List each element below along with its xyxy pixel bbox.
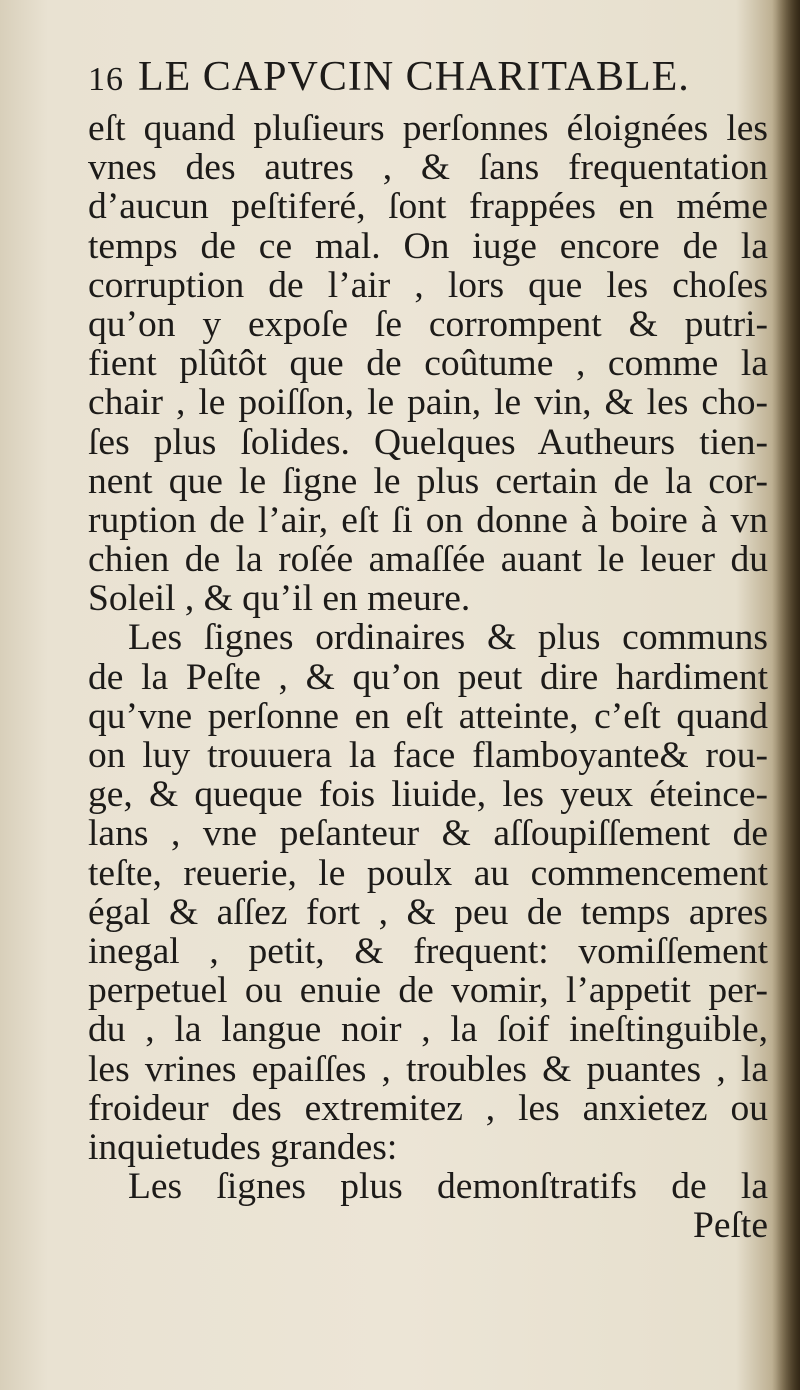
text-line: égal & aſſez fort , & peu de temps apres (88, 891, 768, 933)
text-line: de la Peſte , & qu’on peut dire hardiment (88, 656, 768, 698)
text-line: perpetuel ou enuie de vomir, l’appetit per- (88, 970, 768, 1012)
text-line: lans , vne peſanteur & aſſoupiſſement de (88, 813, 768, 855)
text-line: ge, & queque fois liuide, les yeux éteince- (88, 774, 768, 816)
text-line: qu’vne perſonne en eſt atteinte, c’eſt quand (88, 695, 768, 737)
text-line: inquietudes grandes: (88, 1126, 398, 1168)
text-line: d’aucun peſtiferé, ſont frappées en méme (88, 186, 768, 228)
catchword: Peſte (693, 1205, 768, 1247)
text-line: chien de la roſée amaſſée auant le leuer du (88, 539, 768, 581)
text-line: inegal , petit, & frequent: vomiſſement (88, 930, 768, 972)
text-line: chair , le poiſſon, le pain, le vin, & les cho- (88, 382, 768, 424)
page-number: 16 (88, 61, 124, 98)
text-line: teſte, reuerie, le poulx au commencement (88, 852, 768, 894)
text-line: qu’on y expoſe ſe corrompent & putri- (88, 303, 768, 345)
text-line: corruption de l’air , lors que les choſes (88, 264, 768, 306)
text-line: Soleil , & qu’il en meure. (88, 578, 471, 620)
paragraph (88, 618, 768, 1167)
page-text-block (88, 52, 768, 1245)
text-line: Les ſignes plus demonſtratifs de la (128, 1166, 768, 1208)
text-line: Les ſignes ordinaires & plus communs (128, 617, 768, 659)
text-line: les vrines epaiſſes , troubles & puantes , la (88, 1048, 768, 1090)
text-line: ruption de l’air, eſt ſi on donne à boire à vn (88, 499, 768, 541)
text-line: ſes plus ſolides. Quelques Autheurs tien- (88, 421, 768, 463)
text-line: vnes des autres , & ſans frequentation (88, 147, 768, 189)
paragraph (88, 109, 768, 618)
running-header (88, 52, 768, 105)
text-line: eſt quand pluſieurs perſonnes éloignées les (88, 108, 768, 149)
text-line: nent que le ſigne le plus certain de la cor- (88, 460, 768, 502)
page-gutter-shadow (772, 0, 800, 1390)
text-line: on luy trouuera la face flamboyante& rou- (88, 735, 768, 776)
text-line: du , la langue noir , la ſoif ineſtinguible, (88, 1009, 768, 1051)
running-title: LE CAPVCIN CHARITABLE. (138, 54, 690, 100)
text-line: fient plûtôt que de coûtume , comme la (88, 343, 768, 385)
text-line: temps de ce mal. On iuge encore de la (88, 225, 768, 267)
text-line: froideur des extremitez , les anxietez ou (88, 1087, 768, 1129)
paragraph (88, 1167, 768, 1206)
